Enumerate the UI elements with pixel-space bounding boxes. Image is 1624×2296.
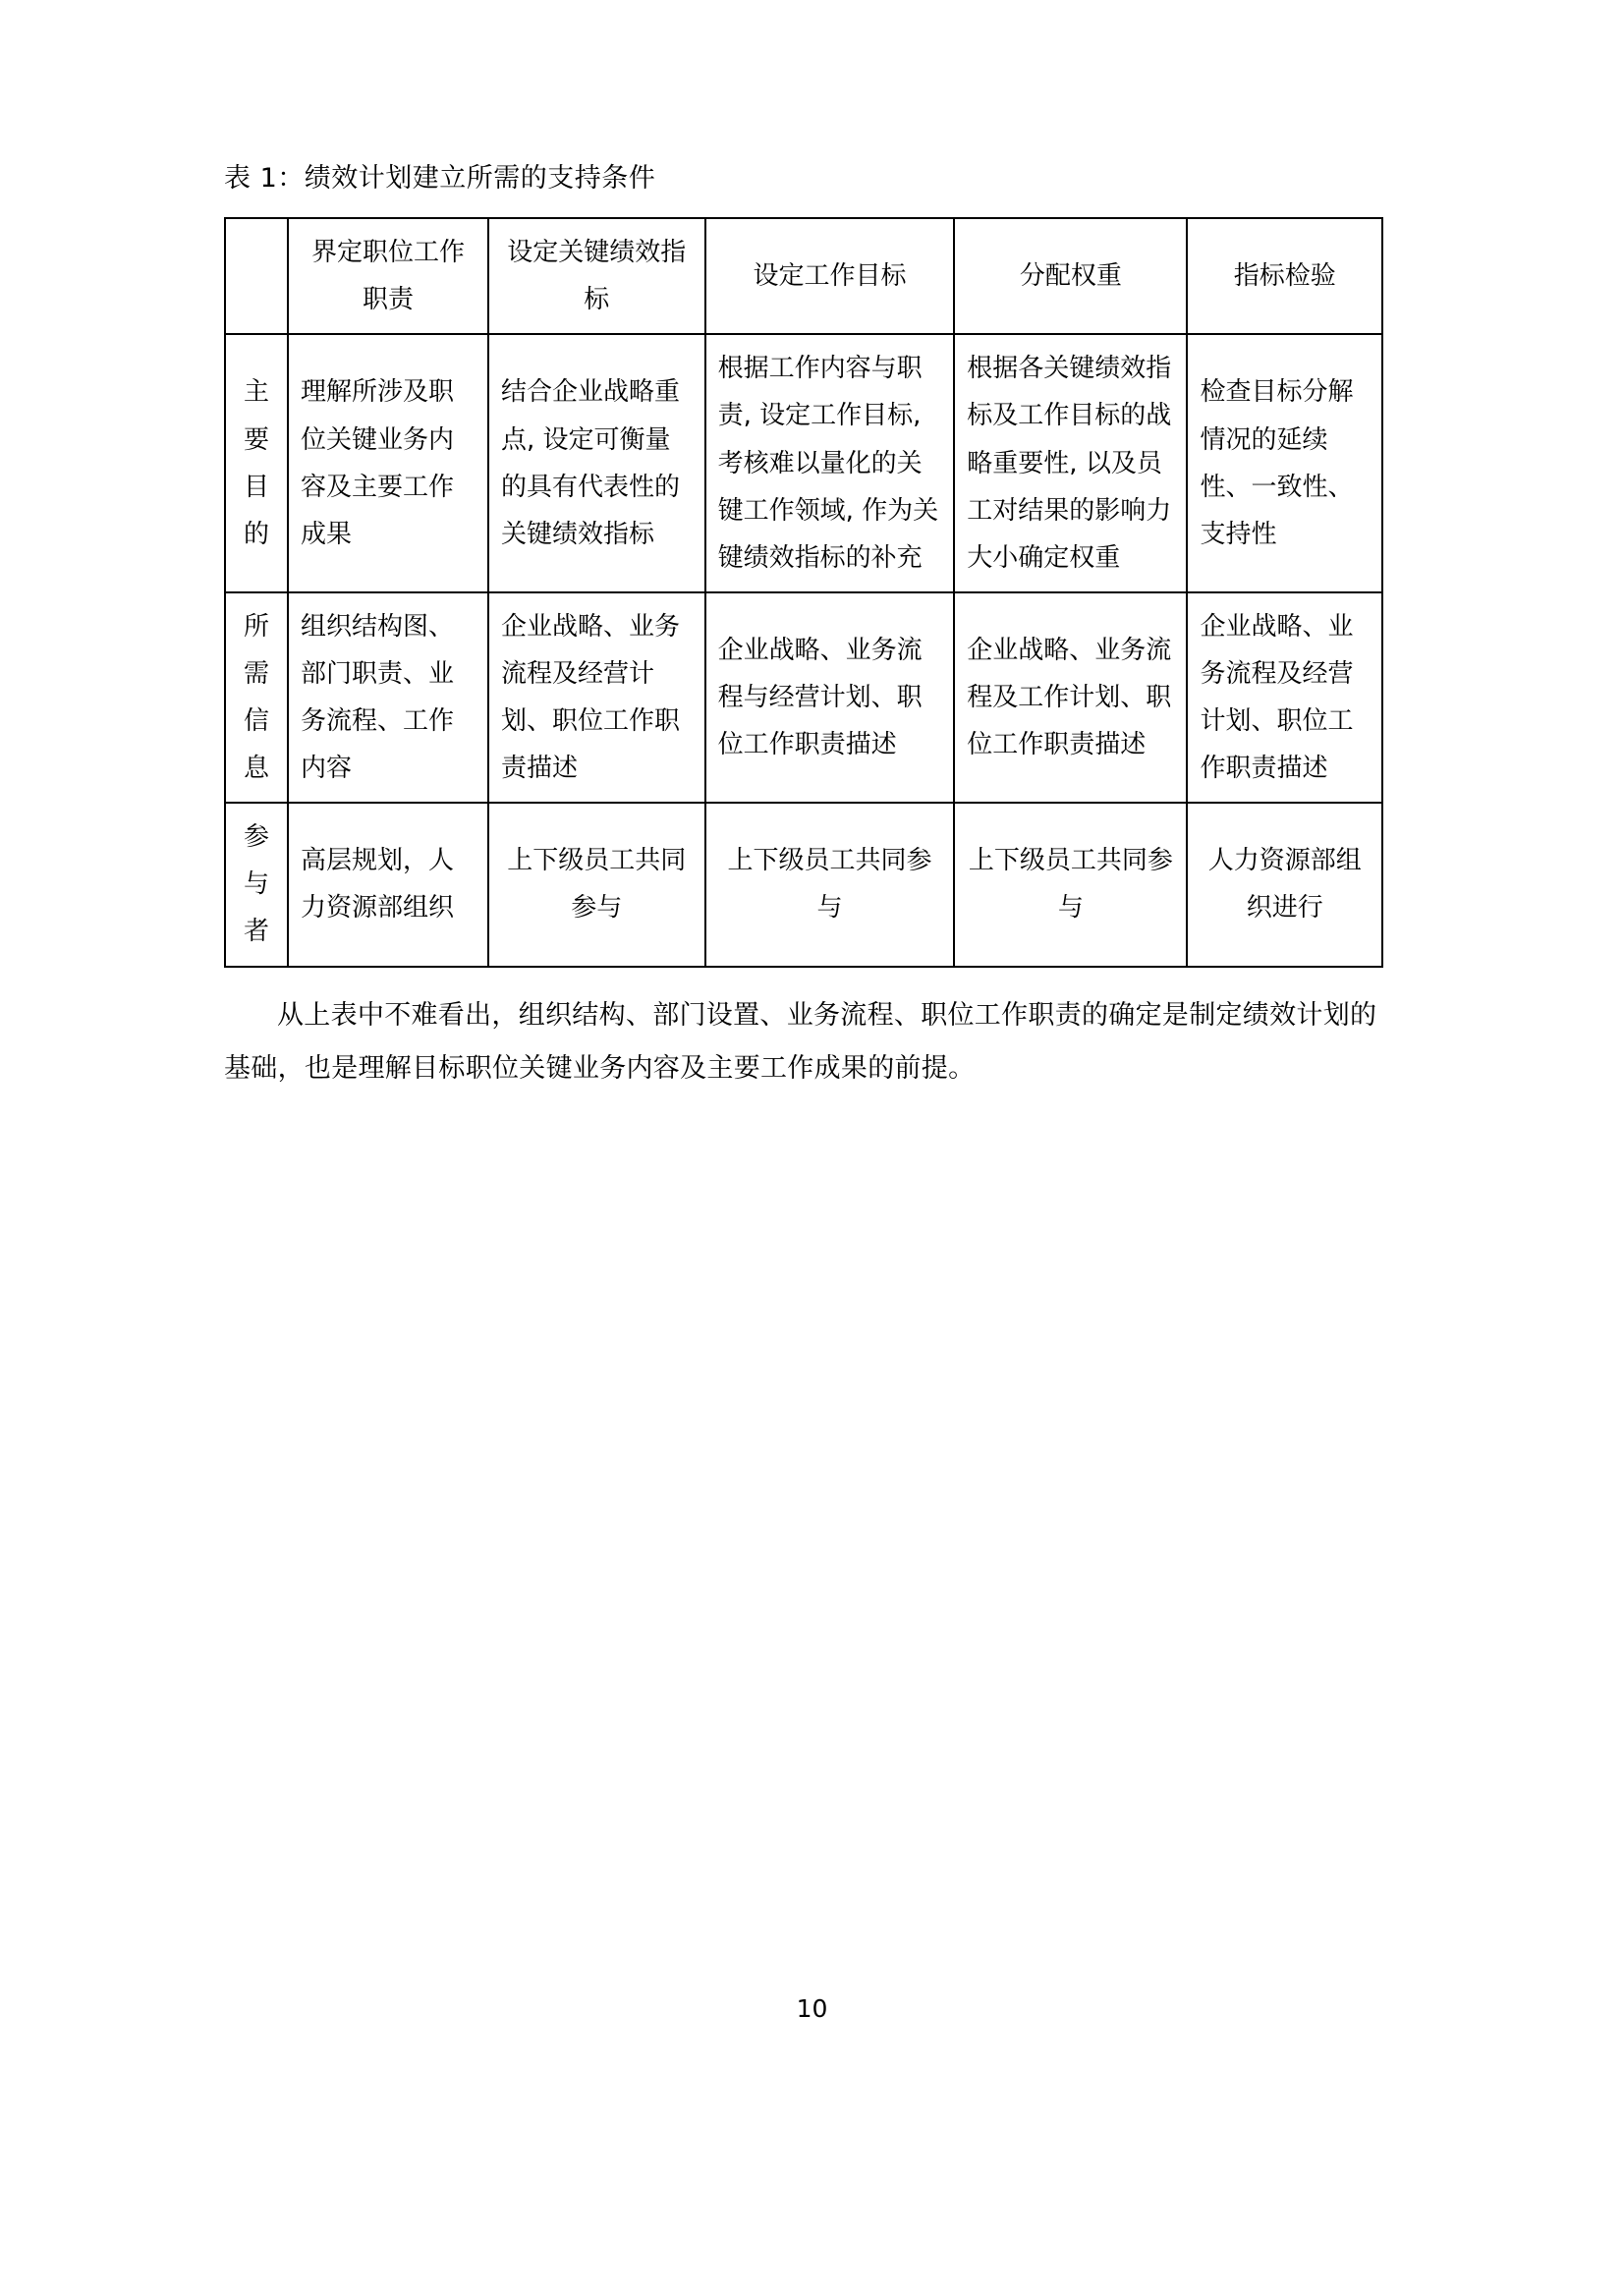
table-row	[225, 803, 1382, 966]
column-header-1: 设定关键绩效指标	[488, 218, 705, 334]
cell-1-2: 企业战略、业务流程与经营计划、职位工作职责描述	[705, 592, 955, 803]
cell-1-3: 企业战略、业务流程及工作计划、职位工作职责描述	[954, 592, 1187, 803]
cell-0-2: 根据工作内容与职责, 设定工作目标, 考核难以量化的关键工作领域, 作为关键绩效指标的补充	[705, 334, 955, 591]
row-label-0: 主 要 目 的	[225, 334, 288, 591]
cell-2-4: 人力资源部组织进行	[1187, 803, 1382, 966]
cell-1-0: 组织结构图、部门职责、业务流程、工作内容	[288, 592, 488, 803]
table-row	[225, 592, 1382, 803]
column-header-3: 分配权重	[954, 218, 1187, 334]
closing-paragraph: 从上表中不难看出，组织结构、部门设置、业务流程、职位工作职责的确定是制定绩效计划的基础，也是理解目标职位关键业务内容及主要工作成果的前提。	[224, 999, 1377, 1084]
table-row	[225, 334, 1382, 591]
table-caption: 表 1：绩效计划建立所需的支持条件	[224, 163, 656, 194]
table-corner-cell	[225, 218, 288, 334]
row-label-1: 所 需 信 息	[225, 592, 288, 803]
cell-2-2: 上下级员工共同参与	[705, 803, 955, 966]
row-label-2: 参 与 者	[225, 803, 288, 966]
table-header-row	[225, 218, 1382, 334]
page-number: 10	[796, 1994, 828, 2023]
cell-0-4: 检查目标分解情况的延续性、一致性、支持性	[1187, 334, 1382, 591]
cell-2-0: 高层规划，人力资源部组织	[288, 803, 488, 966]
support-conditions-table	[224, 217, 1383, 967]
cell-2-3: 上下级员工共同参与	[954, 803, 1187, 966]
column-header-4: 指标检验	[1187, 218, 1382, 334]
cell-1-1: 企业战略、业务流程及经营计划、职位工作职责描述	[488, 592, 705, 803]
column-header-0: 界定职位工作职责	[288, 218, 488, 334]
page-content	[224, 157, 1383, 1095]
column-header-2: 设定工作目标	[705, 218, 955, 334]
cell-1-4: 企业战略、业务流程及经营计划、职位工作职责描述	[1187, 592, 1382, 803]
cell-0-0: 理解所涉及职位关键业务内容及主要工作成果	[288, 334, 488, 591]
cell-0-3: 根据各关键绩效指标及工作目标的战略重要性, 以及员工对结果的影响力大小确定权重	[954, 334, 1187, 591]
cell-0-1: 结合企业战略重点, 设定可衡量的具有代表性的关键绩效指标	[488, 334, 705, 591]
cell-2-1: 上下级员工共同参与	[488, 803, 705, 966]
